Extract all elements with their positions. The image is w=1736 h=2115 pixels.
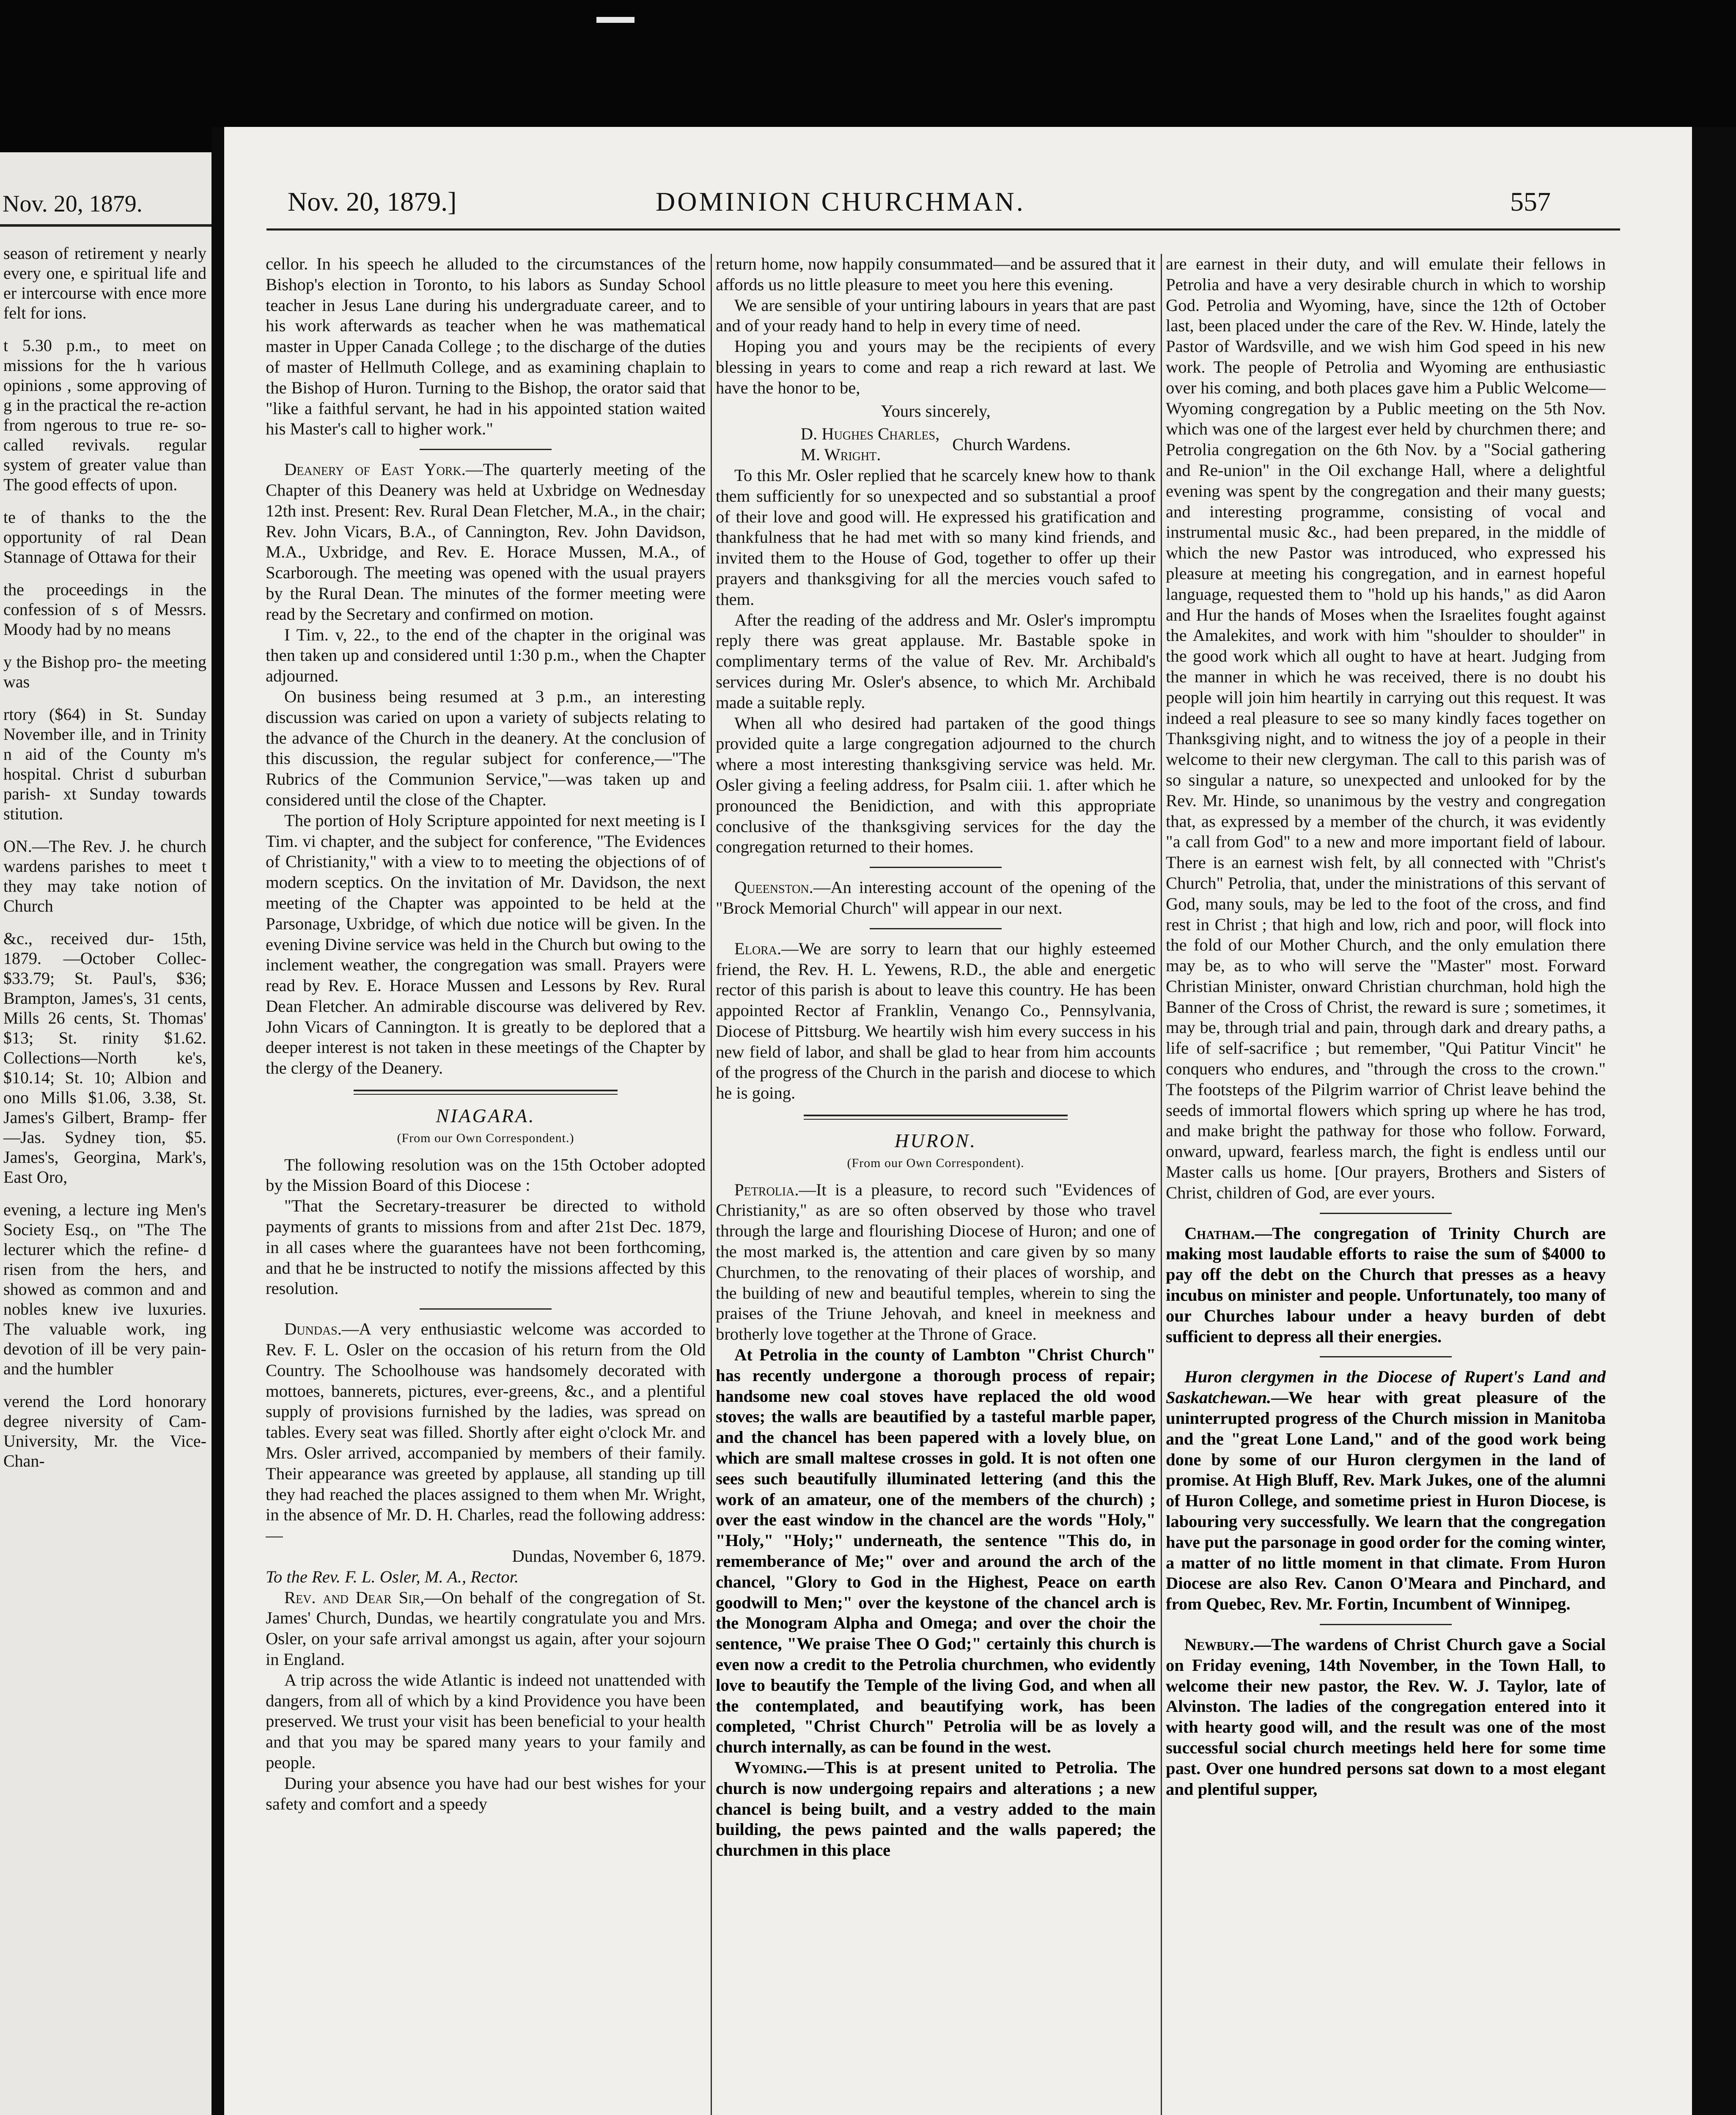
section-rule bbox=[1320, 1213, 1452, 1214]
article-heading: Huron clergymen in the Diocese of Rupert's Land and Saskatchewan. bbox=[1166, 1367, 1606, 1407]
fragment-paragraph: te of thanks to the the opportunity of ral Dean Stannage of Ottawa for their bbox=[3, 508, 206, 566]
place-heading: Dundas. bbox=[284, 1319, 342, 1339]
section-rule bbox=[420, 449, 552, 450]
scan-mark bbox=[596, 17, 635, 23]
section-rule bbox=[870, 928, 1002, 929]
article-paragraph bbox=[716, 1180, 1156, 1345]
facing-page-fragment bbox=[0, 152, 212, 2115]
article-paragraph: I Tim. v, 22., to the end of the chapter in the original was then taken up and considered until 1:30 p.m., when the Chapter adjourned. bbox=[266, 625, 706, 686]
fragment-paragraph: season of retirement y nearly every one, e spiritual life and er intercourse with ence more felt for ions. bbox=[3, 244, 206, 322]
column-1 bbox=[266, 254, 706, 2115]
article-paragraph: return home, now happily consummated—and be assured that it affords us no little pleasure to meet you here this evening. bbox=[716, 254, 1156, 294]
salutation: Rev. and Dear Sir, bbox=[284, 1588, 425, 1607]
article-text: —The quarterly meeting of the Chapter of this Deanery was held at Uxbridge on Wednesday 12th inst. Present: Rev. Rural Dean Fletcher, M.A., in the chair; Rev. John Vicars, B.A., of Cannington, Rev. John Davidson, M.A., Uxbridge, and Rev. E. Horace Mussen, M.A., of Scarborough. The meeting was opened with the usual prayers by the Rural Dean. The minutes of the former meeting were read by the Secretary and confirmed on motion. bbox=[266, 460, 706, 624]
page-number: 557 bbox=[1510, 187, 1551, 217]
article-text: —The wardens of Christ Church gave a Social on Friday evening, 14th November, in the Town Hall, to welcome their new pastor, the Rev. W. J. Taylor, late of Alvinston. The ladies of the congregation entered into it with hearty good will, and the result was one of the most successful social church meetings held here for some time past. Over one hundred persons sat down to a most elegant and plentiful supper, bbox=[1166, 1635, 1606, 1799]
column-rule bbox=[711, 254, 712, 2115]
fragment-paragraph: verend the Lord honorary degree niversity of Cam- University, Mr. the Vice-Chan- bbox=[3, 1392, 206, 1470]
fragment-paragraph: t 5.30 p.m., to meet on missions for the h various opinions , some approving of g in the practical the re-action from ngerous to true re- so-called revivals. regular system of greater value than The good effects of upon. bbox=[3, 336, 206, 494]
book-gutter bbox=[212, 127, 224, 2115]
column-rule bbox=[1161, 254, 1162, 2115]
fragment-paragraph: the proceedings in the confession of s of Messrs. Moody had by no means bbox=[3, 580, 206, 639]
article-text: —It is a pleasure, to record such "Evidences of Christianity," as are so often observed by those who travel through the large and flourishing Diocese of Huron; and one of the most marked is, the attention and care given by so many Churchmen, to the renovating of their places of worship, and the building of new and beautiful temples, wherein to sing the praises of the Triune Jehovah, and kneel in meekness and brotherly love together at the Throne of Grace. bbox=[716, 1180, 1156, 1344]
article-paragraph: During your absence you have had our best wishes for your safety and comfort and a speedy bbox=[266, 1773, 706, 1813]
article-paragraph: To this Mr. Osler replied that he scarcely knew how to thank them sufficiently for so unexpected and so substantial a proof of their love and good will. He expressed his gratification and thankfulness that he had met with so many kind friends, and invited them to the House of God, together to offer up their prayers and thanksgiving for all the mercies vouch safed to them. bbox=[716, 465, 1156, 609]
page-date: Nov. 20, 1879.] bbox=[288, 187, 457, 217]
article-paragraph bbox=[716, 877, 1156, 919]
place-heading: Deanery of East York. bbox=[284, 460, 466, 479]
section-double-rule bbox=[354, 1090, 618, 1095]
article-paragraph: At Petrolia in the county of Lambton "Christ Church" has recently undergone a thorough process of repair; handsome new coal stoves have replaced the old wood stoves; the walls are beautified by a tasteful marble paper, and the chancel has been papered with a lovely blue, on which are small maltese crosses in gold. It is not often one sees such beautifully illuminated lettering (and this the work of an amateur, one of the members of the church) ; over the east window in the chancel are the words "Holy," "Holy," "Holy;" underneath, the sentence "This do, in rememberance of Me;" over and around the arch of the chancel, "Glory to God in the Highest, Peace on earth goodwill to Men;" over the keystone of the chancel arch is the Monogram Alpha and Omega; and over the choir the sentence, "We praise Thee O God;" certainly this church is even now a credit to the Petrolia churchmen, who evidently love to beautify the Temple of the living God, and when all the contemplated, and beautifying work, has been completed, "Christ Church" Petrolia will be as lovely a church internally, as can be found in the west. bbox=[716, 1345, 1156, 1757]
article-paragraph: cellor. In his speech he alluded to the circumstances of the Bishop's election in Toronto, to his labors as Sunday School teacher in Jesus Lane during his undergraduate career, and to his work afterwards as teacher when he was mathematical master in Upper Canada College ; to the discharge of the duties of master of Hellmuth College, and as examining chaplain to the Bishop of Huron. Turning to the Bishop, the orator said that "like a faithful servant, he had in his appointed station waited his Master's call to higher work." bbox=[266, 254, 706, 439]
article-paragraph bbox=[716, 939, 1156, 1104]
article-text: —We hear with great pleasure of the uninterrupted progress of the Church mission in Manitoba and the "great Lone Land," and of the good work being done by some of our Huron clergymen in the land of promise. At High Bluff, Rev. Mark Jukes, one of the alumni of Huron College, and sometime priest in Huron Diocese, is labouring very successfully. We learn that the congregation have put the parsonage in good order for the coming winter, a matter of no little moment in that climate. From Huron Diocese are also Rev. Canon O'Meara and Pinchard, and from Quebec, Rev. Mr. Fortin, Incumbent of Winnipeg. bbox=[1166, 1388, 1606, 1614]
article-paragraph bbox=[266, 1588, 706, 1670]
article-paragraph: "That the Secretary-treasurer be directed to withold payments of grants to missions from and after 21st Dec. 1879, in all cases where the guarantees have not been forthcoming, and that he be instructed to notify the missions affected by this resolution. bbox=[266, 1196, 706, 1298]
signature: M. Wright. bbox=[800, 445, 881, 464]
article-paragraph: Hoping you and yours may be the recipients of every blessing in years to come and reap a rich reward at last. We have the honor to be, bbox=[716, 337, 1156, 397]
section-title: NIAGARA. bbox=[436, 1105, 536, 1127]
section-double-rule bbox=[804, 1115, 1068, 1120]
signature: D. Hughes Charles, bbox=[800, 424, 940, 444]
place-heading: Petrolia. bbox=[734, 1180, 799, 1199]
fragment-paragraph: evening, a lecture ing Men's Society Esq., on "The The lecturer which the refine- d risen from the hers, and showed as common and and nobles knew ive luxuries. The valuable work, ing devotion of ill be very pain- and the humbler bbox=[3, 1200, 206, 1378]
masthead-title: DOMINION CHURCHMAN. bbox=[656, 187, 1025, 217]
article-paragraph bbox=[1166, 1223, 1606, 1347]
facing-page-column bbox=[3, 243, 206, 1483]
newspaper-page bbox=[224, 127, 1692, 2115]
article-paragraph bbox=[1166, 1367, 1606, 1615]
correspondent-line: (From our Own Correspondent.) bbox=[397, 1131, 574, 1145]
address-line: To the Rev. F. L. Osler, M. A., Rector. bbox=[266, 1567, 519, 1586]
article-paragraph bbox=[266, 459, 706, 624]
article-text: —The congregation of Trinity Church are making most laudable efforts to raise the sum of $4000 to pay off the debt on the Church that presses as a heavy incubus on minister and people. Unfortunately, too many of our Churches labour under a heavy burden of debt sufficient to depress all their energies. bbox=[1166, 1223, 1606, 1346]
place-heading: Wyoming. bbox=[734, 1758, 808, 1777]
article-paragraph: are earnest in their duty, and will emulate their fellows in Petrolia and have a very desirable church in which to worship God. Petrolia and Wyoming, have, since the 12th of October last, been placed under the care of the Rev. W. Hinde, lately the Pastor of Wardsville, and we wish him God speed in his new work. The people of Petrolia and Wyoming are enthusiastic over his coming, and both places gave him a Public Welcome—Wyoming congregation by a Public meeting on the 5th Nov. which was one of the largest ever held by churchmen there; and Petrolia congregation on the 6th Nov. by a "Social gathering and Re-union" in the Oil exchange Hall, where a delightful evening was spent by the congregation and their many guests; and interesting programme, consisting of vocal and instrumental music &c., had been prepared, in the middle of which the new Pastor was introduced, who expressed his pleasure at meeting his congregation, and in earnest hopeful language, requested them to "hold up his hands," as did Aaron and Hur the hands of Moses when the Israelites fought against the Amalekites, and work with him "shoulder to shoulder" in the good work which all ought to have at heart. Judging from the manner in which he was received, there is no doubt his people will join him heartily in carrying out this request. It was indeed a real pleasure to see so many kindly faces together on Thanksgiving night, and to witness the joy of a people in their welcome to their new clergyman. The call to this parish was of so singular a nature, so unexpected and unlooked for by the Rev. Mr. Hinde, so unanimous by the vestry and congregation that, as expressed by a member of the church, it was evidently "a call from God" to a new and more important field of labour. There is an earnest wish felt, by all connected with "Christ's Church" Petrolia, that, under the ministrations of this servant of God, many souls, may be led to the foot of the cross, and find rest in Christ ; that high and low, rich and poor, will flock into the fold of our Mother Church, and the only emulation there may be, as to who will serve the "Master" most. Forward Christian Minister, onward Christian churchman, hold high the Banner of the Cross of Christ, the reward is sure ; sometimes, it may be, through trial and pain, through dark and dreary paths, a life of self-sacrifice ; but remember, "Qui Patitur Vincit" he conquers who endures, and "through the cross to the crown." The footsteps of the Pilgrim warrior of Christ leave behind the seeds of immortal flowers which spring up where he has trod, and make bright the pathway for those who follow. Forward, onward, upward, fearless march, the fight is endless until our Master calls us home. [Our prayers, Brothers and Sisters of Christ, children of God, are ever yours. bbox=[1166, 254, 1606, 1202]
fragment-paragraph: rtory ($64) in St. Sunday November ille, and in Trinity n aid of the County m's hospital. Christ d suburban parish- xt Sunday towards stitution. bbox=[3, 705, 206, 823]
facing-page-header: Nov. 20, 1879. bbox=[3, 191, 143, 217]
article-paragraph: After the reading of the address and Mr. Osler's impromptu reply there was great applause. Mr. Bastable spoke in complimentary terms of the value of Rev. Mr. Archibald's services during Mr. Osler's absence, to which Mr. Archibald made a suitable reply. bbox=[716, 610, 1156, 712]
facing-page-rule bbox=[0, 224, 212, 227]
article-text: —This is at present united to Petrolia. The church is now undergoing repairs and alterations ; a new chancel is being built, and a vestry added to the main building, the pews painted and the walls papered; the churchmen in this place bbox=[716, 1758, 1156, 1860]
article-text: —We are sorry to learn that our highly esteemed friend, the Rev. H. L. Yewens, R.D., the able and energetic rector of this parish is about to leave this country. He has been appointed Rector af Franklin, Venango Co., Pennsylvania, Diocese of Pittsburg. We heartily wish him every success in his new field of labor, and shall be glad to hear from him accounts of the progress of the Church in the parish and diocese to which he is going. bbox=[716, 939, 1156, 1103]
article-paragraph: A trip across the wide Atlantic is indeed not unattended with dangers, from all of which by a kind Providence you have been preserved. We trust your visit has been beneficial to your health and that you may be spared many years to your family and people. bbox=[266, 1670, 706, 1772]
article-text: —A very enthusiastic welcome was accorded to Rev. F. L. Osler on the occasion of his return from the Old Country. The Schoolhouse was handsomely decorated with mottoes, bannerets, pictures, ever-greens, &c., and a plentiful supply of provisions furnished by the ladies, was spread on tables. Every seat was filled. Shortly after eight o'clock Mr. and Mrs. Osler arrived, accompanied by members of their family. Their appearance was greeted by applause, all standing up till they had reached the places assigned to them when Mr. Wright, in the absence of Mr. D. H. Charles, read the following address:— bbox=[266, 1319, 706, 1545]
article-paragraph bbox=[1166, 1634, 1606, 1799]
article-paragraph: The following resolution was on the 15th October adopted by the Mission Board of this Diocese : bbox=[266, 1155, 706, 1195]
dateline: Dundas, November 6, 1879. bbox=[512, 1546, 706, 1566]
article-paragraph: The portion of Holy Scripture appointed for next meeting is I Tim. vi chapter, and the subject for conference, "The Evidences of Christianity," with a view to to meeting the objections of of modern sceptics. On the invitation of Mr. Davidson, the next meeting of the Chapter was appointed to be held at the Parsonage, Uxbridge, of which due notice will be given. In the evening Divine service was held in the Church but owing to the inclement weather, the congregation was small. Prayers were read by Rev. E. Horace Mussen and Lessons by Rev. Rural Dean Fletcher. An admirable discourse was delivered by Rev. John Vicars of Cannington. It is greatly to be deplored that a deeper interest is not taken in these meetings of the Chapter by the clergy of the Deanery. bbox=[266, 810, 706, 1078]
article-paragraph bbox=[266, 1319, 706, 1546]
closing-line: Yours sincerely, bbox=[881, 401, 991, 420]
section-rule bbox=[1320, 1356, 1452, 1357]
place-heading: Queenston. bbox=[734, 878, 813, 897]
fragment-paragraph: ON.—The Rev. J. he church wardens parishes to meet t they may take notion of Church bbox=[3, 837, 206, 915]
column-3 bbox=[1166, 254, 1606, 2115]
section-rule bbox=[1320, 1624, 1452, 1625]
fragment-paragraph: y the Bishop pro- the meeting was bbox=[3, 652, 206, 691]
article-paragraph: When all who desired had partaken of the good things provided quite a large congregation adjourned to the church where a most interesting thanksgiving service was held. Mr. Osler giving a feeling address, for Psalm ciii. 1. after which he pronounced the Benidiction, and with this appropriate conclusive of the thanksgiving services for the day the congregation returned to their homes. bbox=[716, 713, 1156, 857]
article-text: —An interesting account of the opening of the "Brock Memorial Church" will appear in our next. bbox=[716, 878, 1156, 917]
header-rule bbox=[266, 228, 1620, 231]
correspondent-line: (From our Own Correspondent). bbox=[847, 1156, 1025, 1170]
signature-role: Church Wardens. bbox=[952, 434, 1071, 454]
fragment-paragraph: &c., received dur- 15th, 1879. —October Collec- $33.79; St. Paul's, $36; Brampton, James's, 31 cents, Mills 26 cents, St. Thomas' $13; St. rinity $1.62. Collections—North ke's, $10.14; St. 10; Albion and ono Mills $1.06, 3.38, St. James's Gilbert, Bramp- ffer—Jas. Sydney tion, $5. James's, Georgina, Mark's, East Oro, bbox=[3, 929, 206, 1187]
page-edge bbox=[1692, 127, 1736, 2115]
article-paragraph: We are sensible of your untiring labours in years that are past and of your ready hand to help in every time of need. bbox=[716, 295, 1156, 335]
section-rule bbox=[870, 867, 1002, 868]
signature-block bbox=[716, 424, 1156, 465]
place-heading: Elora. bbox=[734, 939, 782, 958]
column-2 bbox=[716, 254, 1156, 2115]
place-heading: Newbury. bbox=[1184, 1635, 1254, 1654]
section-title: HURON. bbox=[895, 1130, 977, 1152]
place-heading: Chatham. bbox=[1184, 1223, 1255, 1243]
article-paragraph: On business being resumed at 3 p.m., an interesting discussion was caried on upon a variety of subjects relating to the advance of the Church in the deanery. At the conclusion of this discussion, the regular subject for conference,—"The Rubrics of the Communion Service,"—was taken up and considered until the close of the Chapter. bbox=[266, 687, 706, 809]
article-text: —On behalf of the congregation of St. James' Church, Dundas, we heartily congratulate you and Mrs. Osler, on your safe arrival amongst us again, after your sojourn in England. bbox=[266, 1588, 706, 1669]
article-paragraph bbox=[716, 1758, 1156, 1861]
section-rule bbox=[420, 1308, 552, 1310]
